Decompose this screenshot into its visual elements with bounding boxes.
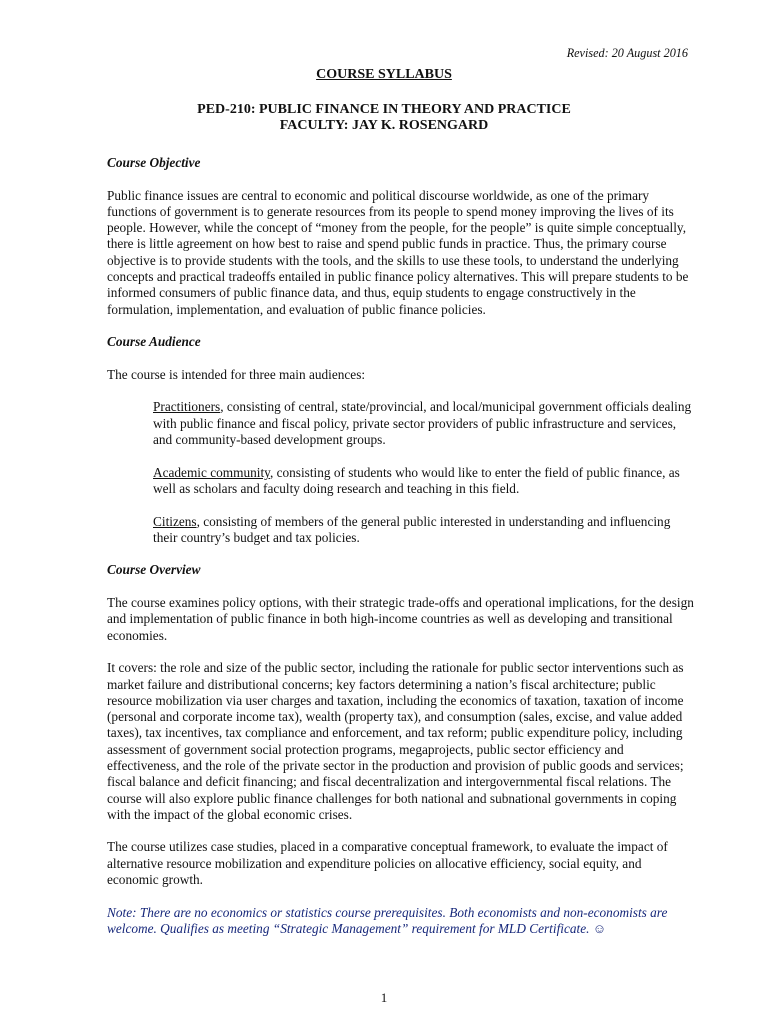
- overview-paragraph: It covers: the role and size of the public sector, including the rationale for public sector interventions such as market failure and distributional concerns; key factors determining a nation’s fiscal architecture; public resource mobilization via user charges and taxation, including the economics of taxation, taxation of income (personal and corporate income tax), wealth (property tax), and consumption (sales, excise, and value added taxes), tax incentives, tax compliance and enforcement, and tax reform; public expenditure policy, including assessment of government social protection programs, megaprojects, public sector efficiency and effectiveness, and the role of the private sector in the production and provision of public goods and services; fiscal balance and deficit financing; and fiscal decentralization and intergovernmental fiscal relations. The course will also explore public finance challenges for both national and subnational governments in coping with the impact of the global economic crises.: [107, 660, 684, 822]
- audience-description: , consisting of students who would like to enter the field of public finance, as well as scholars and faculty doing research and teaching in this field.: [153, 464, 680, 496]
- audience-description: , consisting of members of the general public interested in understanding and influencing their country’s budget and tax policies.: [153, 513, 671, 545]
- overview-paragraph: The course examines policy options, with their strategic trade-offs and operational implications, for the design and implementation of public finance in both high-income countries as well as developing and transitional economies.: [107, 595, 694, 643]
- page-number: 1: [380, 990, 388, 1005]
- audience-term: Citizens: [153, 513, 197, 529]
- audience-item-practitioners: [153, 399, 693, 448]
- revision-date: Revised: 20 August 2016: [566, 46, 688, 60]
- overview-paragraph: The course utilizes case studies, placed in a comparative conceptual framework, to evaluate the impact of alternative resource mobilization and expenditure policies on allocative efficiency, social equity, and economic growth.: [107, 839, 668, 888]
- audience-item-academic: [153, 465, 693, 498]
- objective-paragraph: Public finance issues are central to economic and political discourse worldwide, as one of the primary functions of government is to generate resources from its people to spend money improving the lives of its people. However, while the concept of “money from the people, for the people” is quite simple conceptually, there is little agreement on how best to raise and spend public funds in practice. Thus, the primary course objective is to provide students with the tools, and the skills to use these tools, to understand the underlying concepts and practical tradeoffs entailed in public finance policy alternatives. This will prepare students to be informed consumers of public finance data, and thus, equip students to engage constructively in the formulation, implementation, and evaluation of public finance policies.: [107, 187, 689, 317]
- section-heading-objective: Course Objective: [107, 155, 201, 170]
- page-title: COURSE SYLLABUS: [316, 67, 452, 82]
- audience-term: Academic community: [153, 464, 270, 480]
- course-heading: [0, 102, 768, 134]
- prerequisite-note: Note: There are no economics or statistics course prerequisites. Both economists and non-economists are welcome. Qualifies as meeting “Strategic Management” requirement for MLD Certificate. ☺: [107, 904, 668, 936]
- audience-item-citizens: [153, 514, 693, 547]
- audience-description: , consisting of central, state/provincial, and local/municipal government officials dealing with public finance and fiscal policy, private sector providers of public infrastructure and services, and community-based development groups.: [153, 399, 692, 448]
- course-code-title: PED-210: PUBLIC FINANCE IN THEORY AND PRACTICE: [197, 102, 571, 117]
- faculty-line: FACULTY: JAY K. ROSENGARD: [279, 118, 489, 133]
- audience-term: Practitioners: [153, 399, 221, 415]
- audience-intro: The course is intended for three main audiences:: [107, 366, 366, 382]
- syllabus-body: [107, 155, 695, 937]
- section-heading-audience: Course Audience: [107, 334, 201, 350]
- section-heading-overview: Course Overview: [107, 562, 201, 578]
